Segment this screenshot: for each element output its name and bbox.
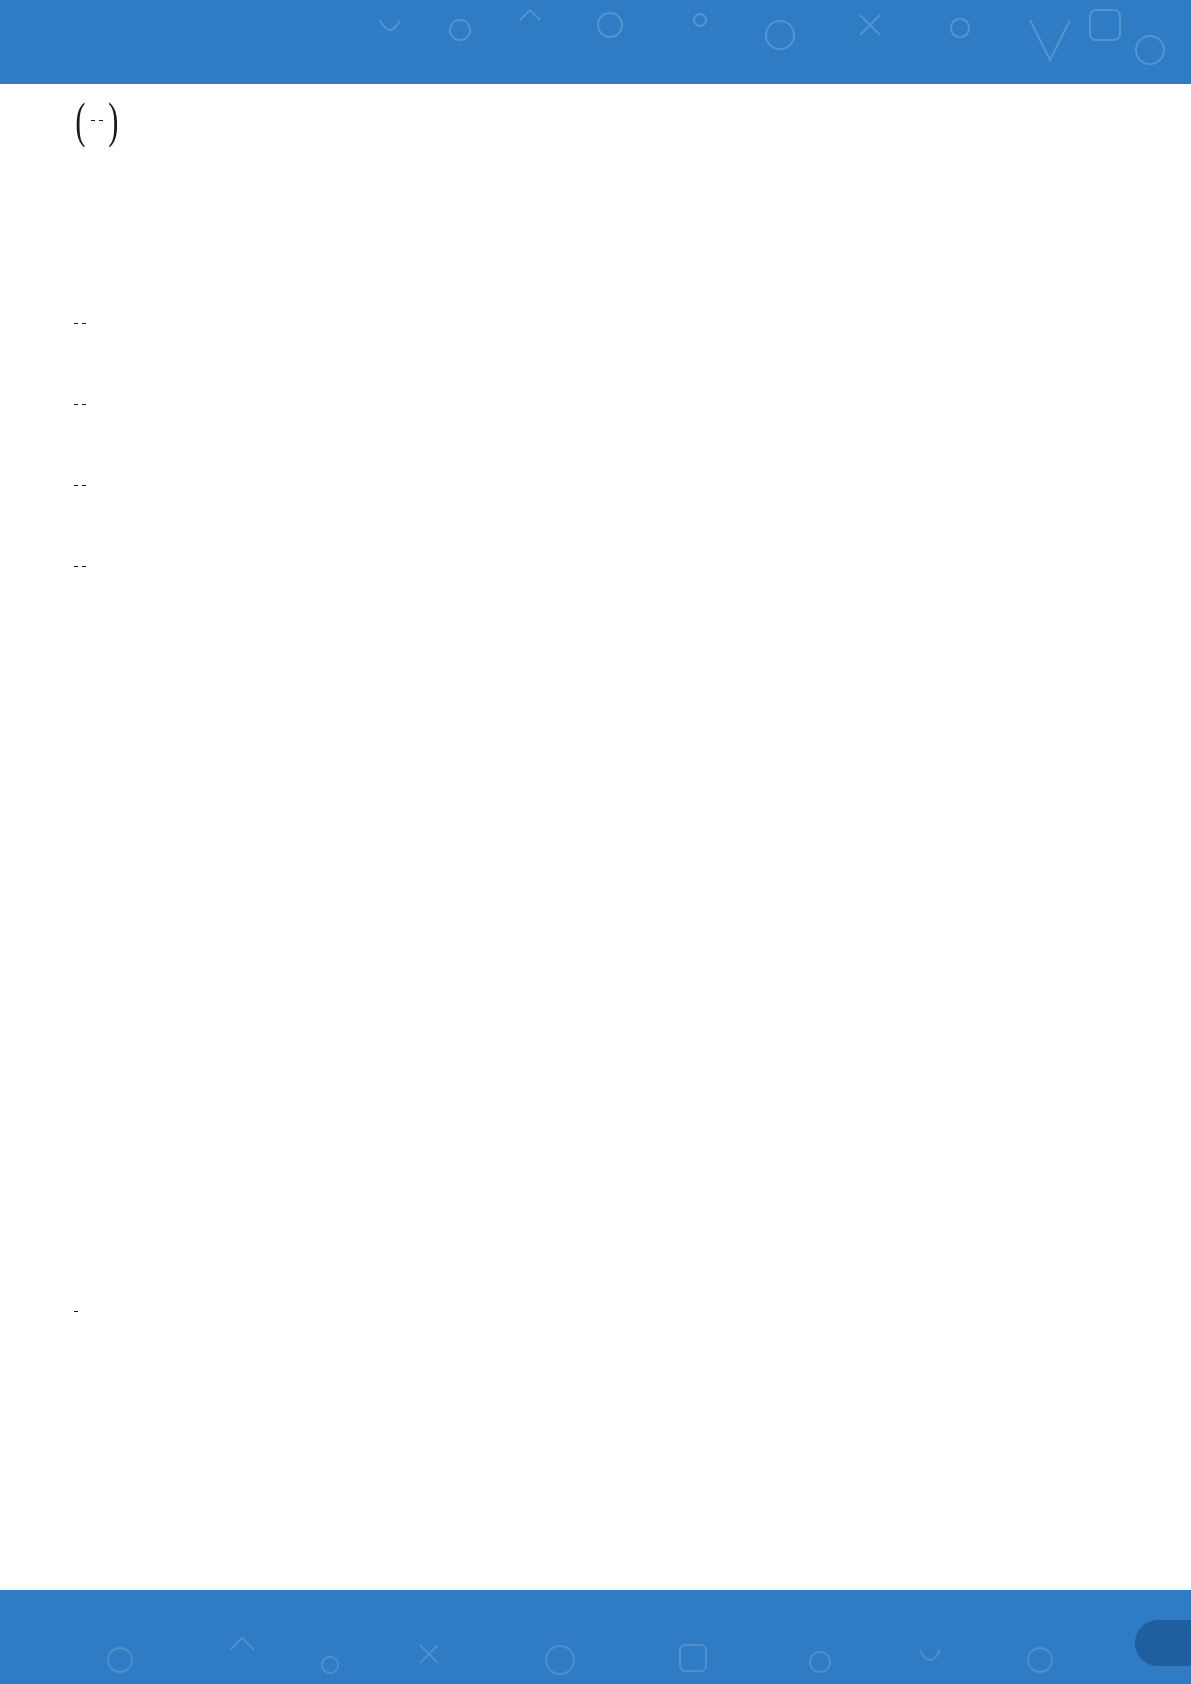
option-q8-d bbox=[72, 1296, 80, 1332]
footer-decoration bbox=[0, 1590, 1191, 1684]
option-q5-c bbox=[72, 470, 88, 498]
question-9 bbox=[72, 1380, 86, 1416]
header-wave-divider bbox=[0, 64, 1191, 88]
option-q5-b bbox=[72, 389, 88, 417]
option-q5-a bbox=[72, 308, 88, 336]
option-q9-b bbox=[72, 1498, 76, 1534]
page-footer bbox=[0, 1590, 1191, 1684]
option-q4-b: ( ) bbox=[75, 92, 118, 148]
option-q9-a bbox=[72, 1436, 76, 1472]
option-q5-d bbox=[72, 551, 88, 579]
footer-tab bbox=[1135, 1620, 1191, 1666]
